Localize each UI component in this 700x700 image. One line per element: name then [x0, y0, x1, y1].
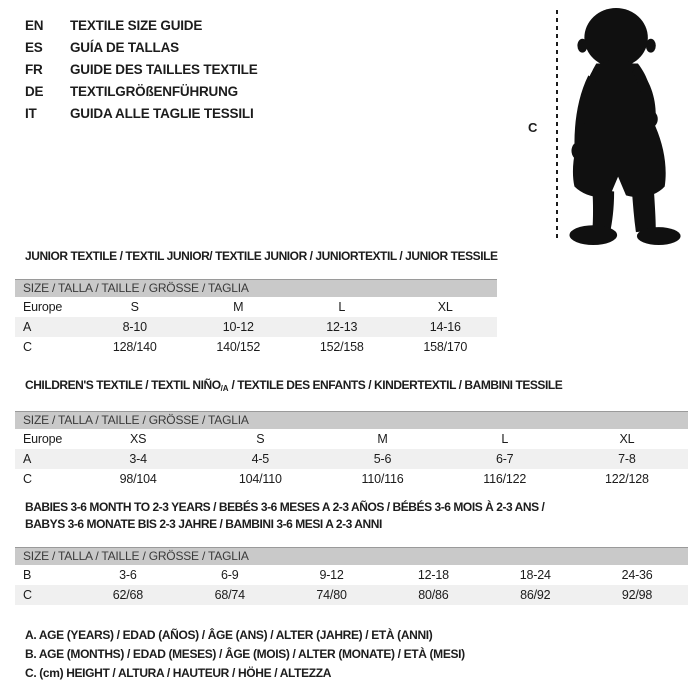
size-table-header: SIZE / TALLA / TAILLE / GRÖSSE / TAGLIA	[15, 547, 688, 565]
language-row	[25, 103, 258, 125]
table-cell: 68/74	[214, 588, 245, 602]
size-table	[15, 279, 497, 357]
section-title	[15, 516, 688, 533]
table-cell: S	[256, 432, 265, 446]
table-cell: 3-4	[129, 452, 147, 466]
table-cell: 98/104	[119, 472, 157, 486]
table-cell: 110/116	[361, 472, 404, 486]
table-cell: 86/92	[520, 588, 551, 602]
language-row	[25, 81, 258, 103]
table-row	[15, 317, 497, 337]
row-label: C	[23, 340, 32, 354]
table-cell: 14-16	[429, 320, 461, 334]
footnote-line: B. AGE (MONTHS) / EDAD (MESES) / ÂGE (MOIS) / ALTER (MONATE) / ETÀ (MESI)	[25, 647, 465, 661]
row-label: Europe	[23, 300, 63, 314]
table-cell: 140/152	[216, 340, 261, 354]
section-title	[15, 248, 498, 265]
table-row	[15, 469, 688, 489]
table-cell: XL	[619, 432, 635, 446]
table-cell: L	[338, 300, 346, 314]
table-row	[15, 297, 497, 317]
row-label: C	[23, 472, 32, 486]
table-cell: XS	[129, 432, 147, 446]
section-title	[15, 377, 688, 397]
size-table	[15, 411, 688, 489]
language-label: TEXTILE SIZE GUIDE	[70, 18, 203, 33]
table-cell: 128/140	[112, 340, 157, 354]
section-title-segment: BABYS 3-6 MONATE BIS 2-3 JAHRE / BAMBINI 3-6 MESI A 2-3 ANNI	[25, 517, 382, 531]
table-cell: 152/158	[319, 340, 364, 354]
row-label: A	[23, 452, 32, 466]
section-title-segment: /A	[220, 384, 229, 393]
table-cell: L	[501, 432, 509, 446]
row-label: B	[23, 568, 32, 582]
height-measure-line	[556, 10, 558, 242]
table-cell: 12-13	[326, 320, 358, 334]
language-code: EN	[25, 18, 44, 33]
table-row	[15, 449, 688, 469]
table-cell: 3-6	[119, 568, 137, 582]
table-cell: 12-18	[417, 568, 449, 582]
section-title-segment: BABIES 3-6 MONTH TO 2-3 YEARS / BEBÉS 3-6 MESES A 2-3 AÑOS / BÉBÉS 3-6 MOIS À 2-3 ANS /	[25, 500, 545, 514]
table-row	[15, 565, 688, 585]
language-list	[25, 15, 258, 125]
table-cell: M	[377, 432, 388, 446]
table-cell: S	[130, 300, 139, 314]
language-label: GUIDE DES TAILLES TEXTILE	[70, 62, 258, 77]
baby-figure	[520, 4, 695, 248]
table-row	[15, 429, 688, 449]
table-cell: 116/122	[483, 472, 527, 486]
footnote-line: A. AGE (YEARS) / EDAD (AÑOS) / ÂGE (ANS) / ALTER (JAHRE) / ETÀ (ANNI)	[25, 628, 433, 642]
table-cell: 6-7	[495, 452, 514, 466]
table-cell: 9-12	[319, 568, 344, 582]
table-cell: 158/170	[423, 340, 468, 354]
language-row	[25, 15, 258, 37]
row-label: A	[23, 320, 32, 334]
language-row	[25, 37, 258, 59]
size-table-header: SIZE / TALLA / TAILLE / GRÖSSE / TAGLIA	[15, 279, 497, 297]
table-cell: 5-6	[373, 452, 392, 466]
language-label: GUÍA DE TALLAS	[70, 40, 179, 55]
table-cell: 4-5	[251, 452, 270, 466]
size-table	[15, 547, 688, 605]
section-title-segment: JUNIOR TEXTILE / TEXTIL JUNIOR/ TEXTILE JUNIOR / JUNIORTEXTIL / JUNIOR TESSILE	[25, 249, 498, 263]
table-cell: 104/110	[238, 472, 282, 486]
row-label: C	[23, 588, 32, 602]
table-row	[15, 337, 497, 357]
table-cell: XL	[437, 300, 453, 314]
height-measure-label: C	[528, 120, 538, 135]
table-cell: 92/98	[621, 588, 653, 602]
size-table-header: SIZE / TALLA / TAILLE / GRÖSSE / TAGLIA	[15, 411, 688, 429]
language-label: GUIDA ALLE TAGLIE TESSILI	[70, 106, 254, 121]
language-code: FR	[25, 62, 43, 77]
language-code: DE	[25, 84, 44, 99]
table-cell: 62/68	[112, 588, 144, 602]
table-cell: 18-24	[519, 568, 551, 582]
language-row	[25, 59, 258, 81]
section-title-segment: CHILDREN'S TEXTILE / TEXTIL NIÑO	[25, 378, 221, 392]
language-label: TEXTILGRÖßENFÜHRUNG	[70, 84, 238, 99]
table-cell: 122/128	[605, 472, 649, 486]
section-title-segment: / TEXTILE DES ENFANTS / KINDERTEXTIL / BAMBINI TESSILE	[228, 378, 563, 392]
section-title	[15, 499, 688, 516]
baby-silhouette	[566, 6, 692, 248]
table-cell: 6-9	[221, 568, 239, 582]
table-cell: 80/86	[418, 588, 449, 602]
row-label: Europe	[23, 432, 63, 446]
footnotes	[25, 626, 465, 683]
table-cell: 74/80	[316, 588, 347, 602]
table-cell: 8-10	[122, 320, 147, 334]
table-cell: M	[233, 300, 244, 314]
footnote-line: C. (cm) HEIGHT / ALTURA / HAUTEUR / HÖHE / ALTEZZA	[25, 666, 332, 680]
table-cell: 10-12	[222, 320, 254, 334]
table-row	[15, 585, 688, 605]
table-cell: 24-36	[621, 568, 653, 582]
size-section-0	[15, 248, 498, 357]
language-code: IT	[25, 106, 37, 121]
size-section-2	[15, 499, 688, 605]
size-section-1	[15, 377, 688, 489]
language-code: ES	[25, 40, 43, 55]
table-cell: 7-8	[618, 452, 636, 466]
